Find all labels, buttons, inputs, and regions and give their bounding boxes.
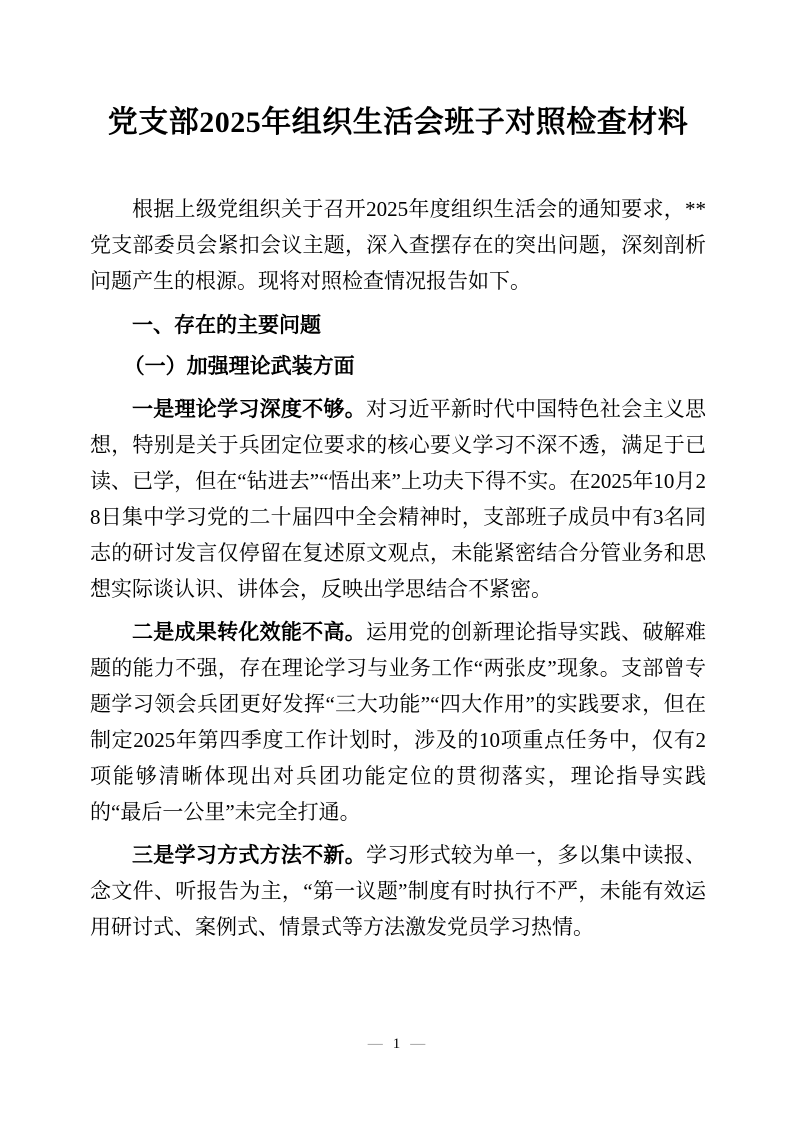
issue-paragraph-1 — [90, 391, 706, 607]
page-number: 1 — [392, 1036, 401, 1052]
document-title: 党支部2025年组织生活会班子对照检查材料 — [107, 106, 689, 139]
issue-2-lead: 二是成果转化效能不高。 — [132, 620, 366, 644]
issue-paragraph-2 — [90, 614, 706, 830]
issue-3-lead: 三是学习方式方法不新。 — [132, 843, 366, 867]
issue-paragraph-3 — [90, 837, 706, 945]
issue-3-body: 学习形式较为单一，多以集中读报、念文件、听报告为主，“第一议题”制度有时执行不严，未能有效运用研讨式、案例式、情景式等方法激发党员学习热情。 — [90, 843, 707, 939]
intro-paragraph: 根据上级党组织关于召开2025年度组织生活会的通知要求，**党支部委员会紧扣会议主题，深入查摆存在的突出问题，深刻剖析问题产生的根源。现将对照检查情况报告如下。 — [90, 197, 706, 293]
footer-dash-right: — — [410, 1036, 426, 1052]
issue-2-body: 运用党的创新理论指导实践、破解难题的能力不强，存在理论学习与业务工作“两张皮”现象。支部曾专题学习领会兵团更好发挥“三大功能”“四大作用”的实践要求，但在制定2025年第四季度工作计划时，涉及的10项重点任务中，仅有2项能够清晰体现出对兵团功能定位的贯彻落实，理论指导实践的“最后一公里”未完全打通。 — [90, 620, 707, 824]
document-content — [90, 98, 706, 945]
subsection-heading-theory-arming: （一）加强理论武装方面 — [123, 354, 355, 378]
footer-dash-left: — — [367, 1036, 383, 1052]
section-heading-main-problems: 一、存在的主要问题 — [132, 314, 321, 337]
page-footer — [0, 1034, 793, 1054]
issue-1-lead: 一是理论学习深度不够。 — [132, 397, 366, 421]
issue-1-body: 对习近平新时代中国特色社会主义思想，特别是关于兵团定位要求的核心要义学习不深不透，满足于已读、已学，但在“钻进去”“悟出来”上功夫下得不实。在2025年10月28日集中学习党的二十届四中全会精神时，支部班子成员中有3名同志的研讨发言仅停留在复述原文观点，未能紧密结合分管业务和思想实际谈认识、讲体会，反映出学思结合不紧密。 — [90, 397, 707, 601]
